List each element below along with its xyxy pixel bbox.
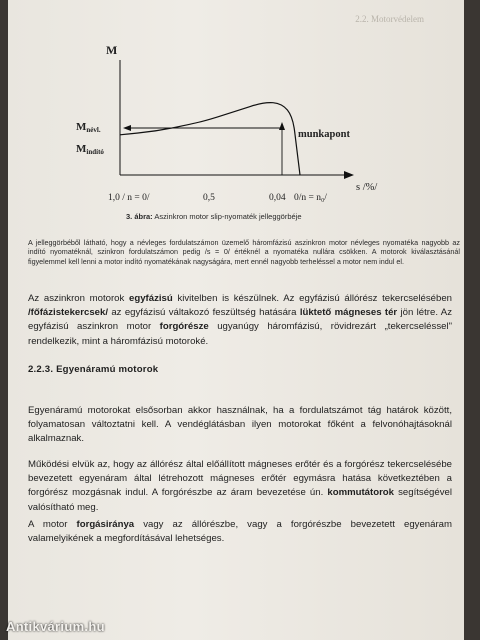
operating-point-drop-arrow: [279, 122, 285, 130]
para1-text-5: ugyanúgy háromfázisú, rövidrezárt „tekercseléssel" rendelkezik, mint a háromfázisú motoroké.: [28, 321, 452, 347]
m-nevl-sub: névl.: [86, 126, 101, 134]
para3-bold-1: kommutátorok: [327, 487, 395, 499]
x-axis-label: s /%/: [356, 182, 378, 193]
paragraph-rotation-direction: [28, 518, 452, 546]
m-indito-sub: indító: [86, 148, 104, 156]
slip-torque-figure: [68, 30, 398, 230]
book-page: [8, 0, 464, 640]
para1-bold-3: lüktető mágneses tér: [299, 307, 398, 319]
paragraph-dc-principle: [28, 458, 452, 515]
figure-explanation: A jelleggörbéből látható, hogy a névleges fordulatszámon üzemelő háromfázisú aszinkron motor névleges nyomatéka nagyobb az indító nyomatéknál, szinkron fordulatszámon pedig /s = 0/ értéknél a nyomatéka nullára csökken. A motorok kiválasztásánál figyelemmel kell lenni a motor indító nyomatékának nagyságára, mert ennél nagyobb terheléssel a motor nem indul el.: [28, 238, 460, 266]
m-nevl-main: M: [76, 121, 87, 133]
m-nevl-label: [76, 121, 101, 134]
para1-text-1: Az aszinkron motorok: [28, 293, 130, 304]
figure-caption: [126, 212, 302, 221]
para3-text-2: segítségével valósítható meg.: [28, 487, 452, 513]
slip-torque-chart: [68, 30, 398, 230]
para1-bold-4: forgórésze: [159, 321, 209, 333]
paragraph-dc-usage: Egyenáramú motorokat elsősorban akkor használnak, ha a fordulatszámot tág határok között, folyamatosan változtatni kell. A vendéglátásban ilyen motorokat főként a felvonóhajtásoknál alkalmaznak.: [28, 405, 452, 445]
x-axis-arrow: [344, 171, 354, 179]
x-tick-label-2: 0,5: [203, 193, 215, 203]
para3-text-1: Működési elvük az, hogy az állórész által előállított mágneses erőtér és a forgórész tekercselésébe bevezetett egyenáram által létrehozott mágneses erőtér egymásra hatása következtében a forgórész mozgásnak indul. A forgórészbe az áram bevezetése ún.: [28, 459, 452, 499]
section-heading-dc-motors: 2.2.3. Egyenáramú motorok: [28, 364, 159, 375]
para1-text-3: az egyfázisú váltakozó feszültség hatására: [108, 307, 300, 319]
m-nevl-arrow-head: [123, 125, 131, 131]
x-tick-label-1: 1,0 / n = 0/: [108, 193, 150, 203]
page-header-bleed: 2.2. Motorvédelem: [355, 14, 424, 24]
para4-text-2: vagy az állórészbe, vagy a forgórészbe bevezetett egyenáram valamelyikének a megfordításával lehetséges.: [28, 519, 452, 545]
para1-bold-2: /főfázistekercsek/: [28, 307, 108, 319]
operating-point-label: munkapont: [298, 129, 350, 140]
figure-caption-text: Aszinkron motor slip-nyomaték jelleggörbéje: [154, 212, 302, 221]
y-axis-label: M: [106, 43, 118, 57]
para1-text-2: kivitelben is készülnek. Az egyfázisú állórész tekercselésében: [172, 293, 452, 304]
para4-bold-1: forgásiránya: [76, 519, 135, 530]
figure-caption-number: 3. ábra:: [126, 212, 153, 221]
m-indito-main: M: [76, 143, 87, 155]
para4-text-1: A motor: [28, 519, 77, 530]
para1-bold-1: egyfázisú: [129, 293, 173, 304]
x-tick-label-3: 0,04: [269, 193, 286, 203]
torque-curve: [120, 103, 300, 175]
watermark-antikvarium: Antikvárium.hu: [6, 619, 105, 634]
m-indito-label: [76, 143, 104, 156]
para1-text-4: jön létre. Az egyfázisú aszinkron motor: [28, 307, 452, 333]
x-tick-label-4: 0/n = n₀/: [294, 193, 327, 203]
paragraph-single-phase: [28, 292, 452, 349]
